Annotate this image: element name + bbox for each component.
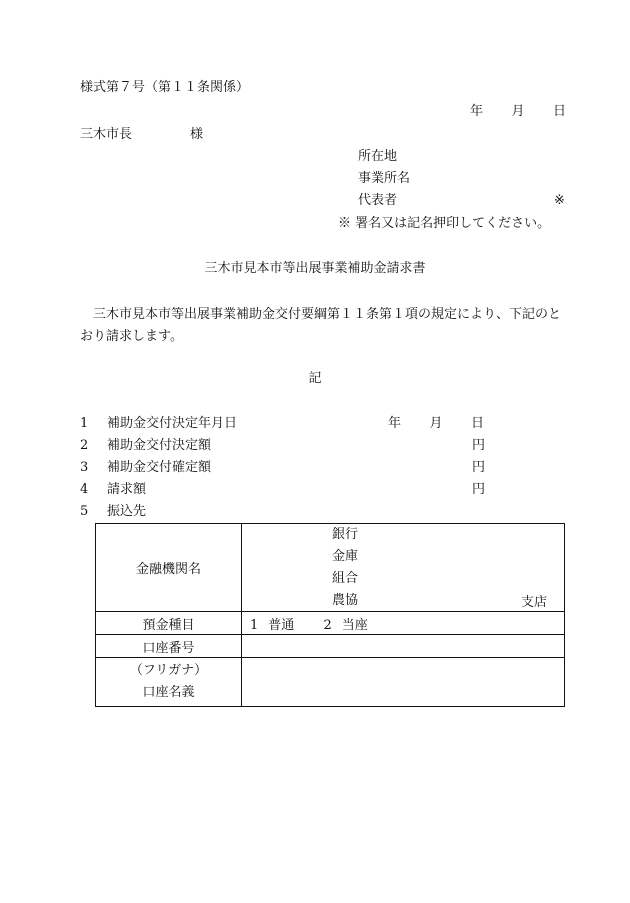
body-text: 三木市見本市等出展事業補助金交付要綱第１１条第１項の規定により、下記のとおり請求します。 [80, 307, 562, 344]
account-number-row [96, 635, 565, 658]
decision-amount-yen: 円 [472, 438, 486, 453]
account-holder-row [96, 658, 565, 707]
seal-mark: ※ [554, 193, 565, 208]
applicant-business-name-label: 事業所名 [358, 171, 411, 186]
confirmed-amount-yen: 円 [472, 460, 486, 475]
item-label: 請求額 [107, 482, 147, 497]
deposit-type-option-current[interactable] [323, 618, 367, 633]
deposit-type-row [96, 612, 565, 635]
branch-label: 支店 [521, 595, 548, 610]
item-label: 補助金交付決定年月日 [107, 416, 238, 431]
furigana-label: （フリガナ） [129, 663, 208, 678]
institution-row [96, 524, 565, 612]
item-number: 3 [80, 460, 89, 475]
item-decision-date [80, 416, 237, 432]
date-month: 月 [511, 104, 525, 119]
deposit-type-option-ordinary[interactable] [250, 618, 294, 633]
applicant-address-label: 所在地 [358, 149, 398, 164]
date-line [470, 104, 566, 120]
account-holder-field[interactable] [242, 658, 565, 707]
institution-type-kumiai: 組合 [332, 571, 359, 586]
applicant-representative-label: 代表者 [358, 193, 398, 208]
addressee-honorific: 様 [190, 127, 204, 142]
institution-field[interactable] [242, 524, 565, 612]
decision-date-day: 日 [470, 416, 484, 431]
option-label: 普通 [268, 617, 295, 633]
account-holder-label: 口座名義 [142, 685, 195, 700]
item-decision-amount [80, 438, 211, 454]
institution-type-shinkin: 金庫 [332, 549, 359, 564]
item-transfer-destination [80, 504, 146, 520]
option-number: 1 [250, 617, 259, 633]
option-label: 当座 [341, 617, 368, 633]
request-amount-yen: 円 [472, 482, 486, 497]
form-number: 様式第７号（第１１条関係） [80, 80, 250, 95]
ki-heading: 記 [308, 371, 322, 386]
item-request-amount [80, 482, 146, 498]
deposit-type-label: 預金種目 [96, 612, 242, 635]
deposit-type-field[interactable] [242, 612, 565, 635]
institution-type-nokyo: 農協 [332, 593, 359, 608]
institution-cell [242, 524, 564, 611]
bank-account-table [95, 523, 565, 707]
item-number: 5 [80, 504, 89, 519]
date-day: 日 [552, 104, 566, 119]
document-title: 三木市見本市等出展事業補助金請求書 [204, 261, 426, 276]
addressee-name: 三木市長 [80, 127, 133, 142]
item-number: 2 [80, 438, 89, 453]
account-holder-label-cell [96, 658, 242, 707]
date-year: 年 [470, 104, 484, 119]
account-number-label: 口座番号 [96, 635, 242, 658]
option-number: 2 [323, 617, 332, 633]
decision-date-month: 月 [429, 416, 443, 431]
item-number: 1 [80, 416, 89, 431]
institution-type-bank: 銀行 [332, 527, 359, 542]
account-number-field[interactable] [242, 635, 565, 658]
addressee [80, 127, 204, 143]
item-label: 振込先 [107, 504, 147, 519]
item-number: 4 [80, 482, 89, 497]
item-confirmed-amount [80, 460, 211, 476]
decision-date-year: 年 [388, 416, 402, 431]
institution-label: 金融機関名 [96, 524, 242, 612]
signature-note: ※ 署名又は記名押印してください。 [338, 216, 551, 231]
item-label: 補助金交付決定額 [107, 438, 212, 453]
item-label: 補助金交付確定額 [107, 460, 212, 475]
decision-date-line [388, 416, 484, 432]
